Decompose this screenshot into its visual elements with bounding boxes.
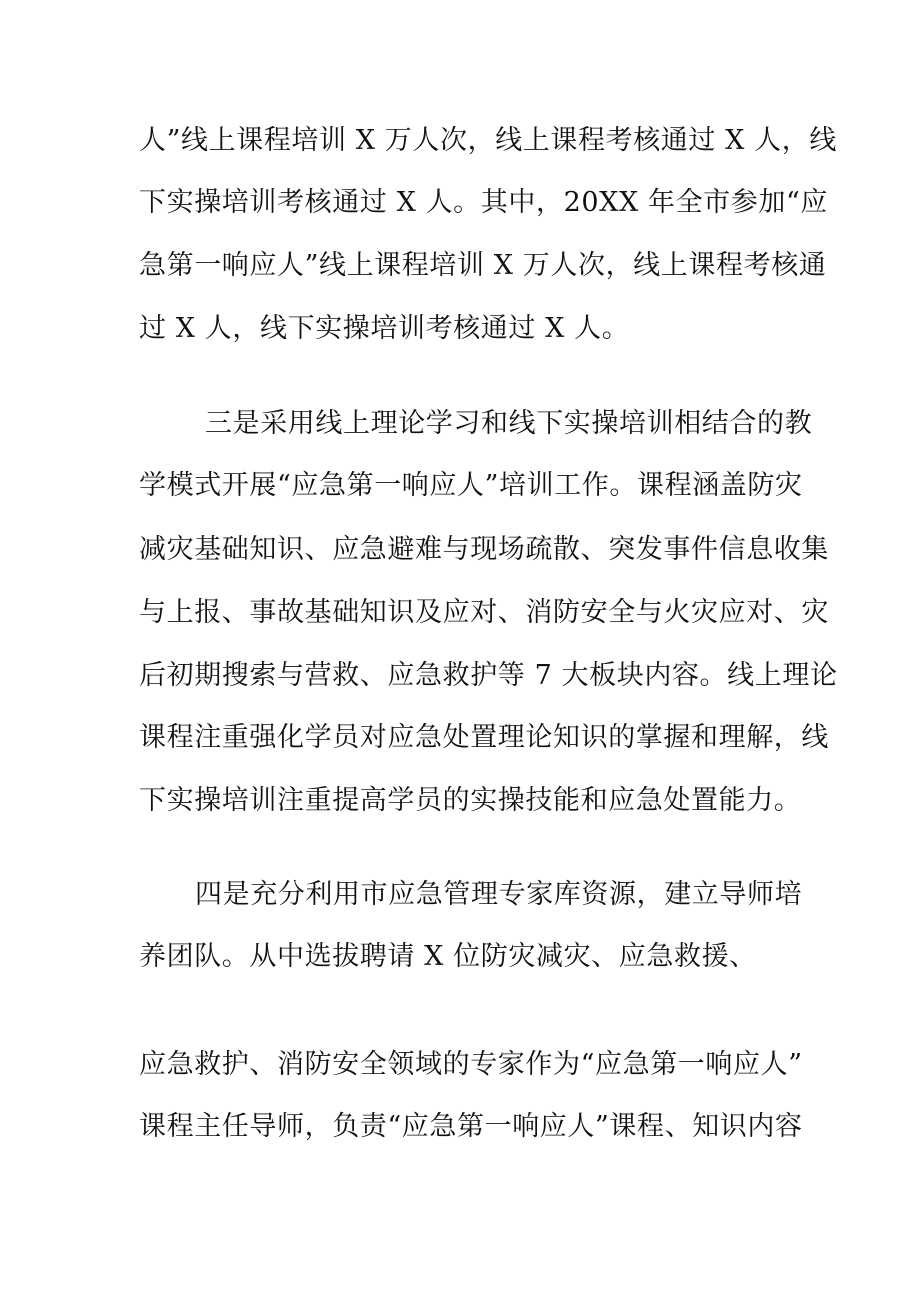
paragraph-2-line-6: 课程注重强化学员对应急处置理论知识的掌握和理解，线	[139, 722, 829, 753]
paragraph-3-line-1: 四是充分利用市应急管理专家库资源，建立导师培	[195, 879, 803, 910]
paragraph-2-line-7: 下实操培训注重提高学员的实操技能和应急处置能力。	[139, 785, 802, 816]
paragraph-1-line-3: 急第一响应人”线上课程培训 X 万人次，线上课程考核通	[139, 250, 827, 281]
paragraph-4-line-2: 课程主任导师，负责“应急第一响应人”课程、知识内容	[139, 1111, 803, 1142]
paragraph-2-line-5: 后初期搜索与营救、应急救护等 7 大板块内容。线上理论	[139, 660, 838, 691]
paragraph-2-line-4: 与上报、事故基础知识及应对、消防安全与火灾应对、灾	[139, 597, 829, 628]
paragraph-2-line-1: 三是采用线上理论学习和线下实操培训相结合的教	[205, 408, 813, 439]
paragraph-4-line-1: 应急救护、消防安全领域的专家作为“应急第一响应人”	[139, 1049, 803, 1080]
paragraph-1-line-4: 过 X 人，线下实操培训考核通过 X 人。	[139, 313, 630, 344]
paragraph-1-line-1: 人”线上课程培训 X 万人次，线上课程考核通过 X 人，线	[139, 125, 837, 156]
paragraph-3-line-2: 养团队。从中选拔聘请 X 位防灾减灾、应急救援、	[139, 941, 757, 972]
paragraph-2-line-3: 减灾基础知识、应急避难与现场疏散、突发事件信息收集	[139, 534, 829, 565]
paragraph-1-line-2: 下实操培训考核通过 X 人。其中，20XX 年全市参加“应	[139, 187, 828, 218]
paragraph-2-line-2: 学模式开展“应急第一响应人”培训工作。课程涵盖防灾	[139, 470, 803, 501]
